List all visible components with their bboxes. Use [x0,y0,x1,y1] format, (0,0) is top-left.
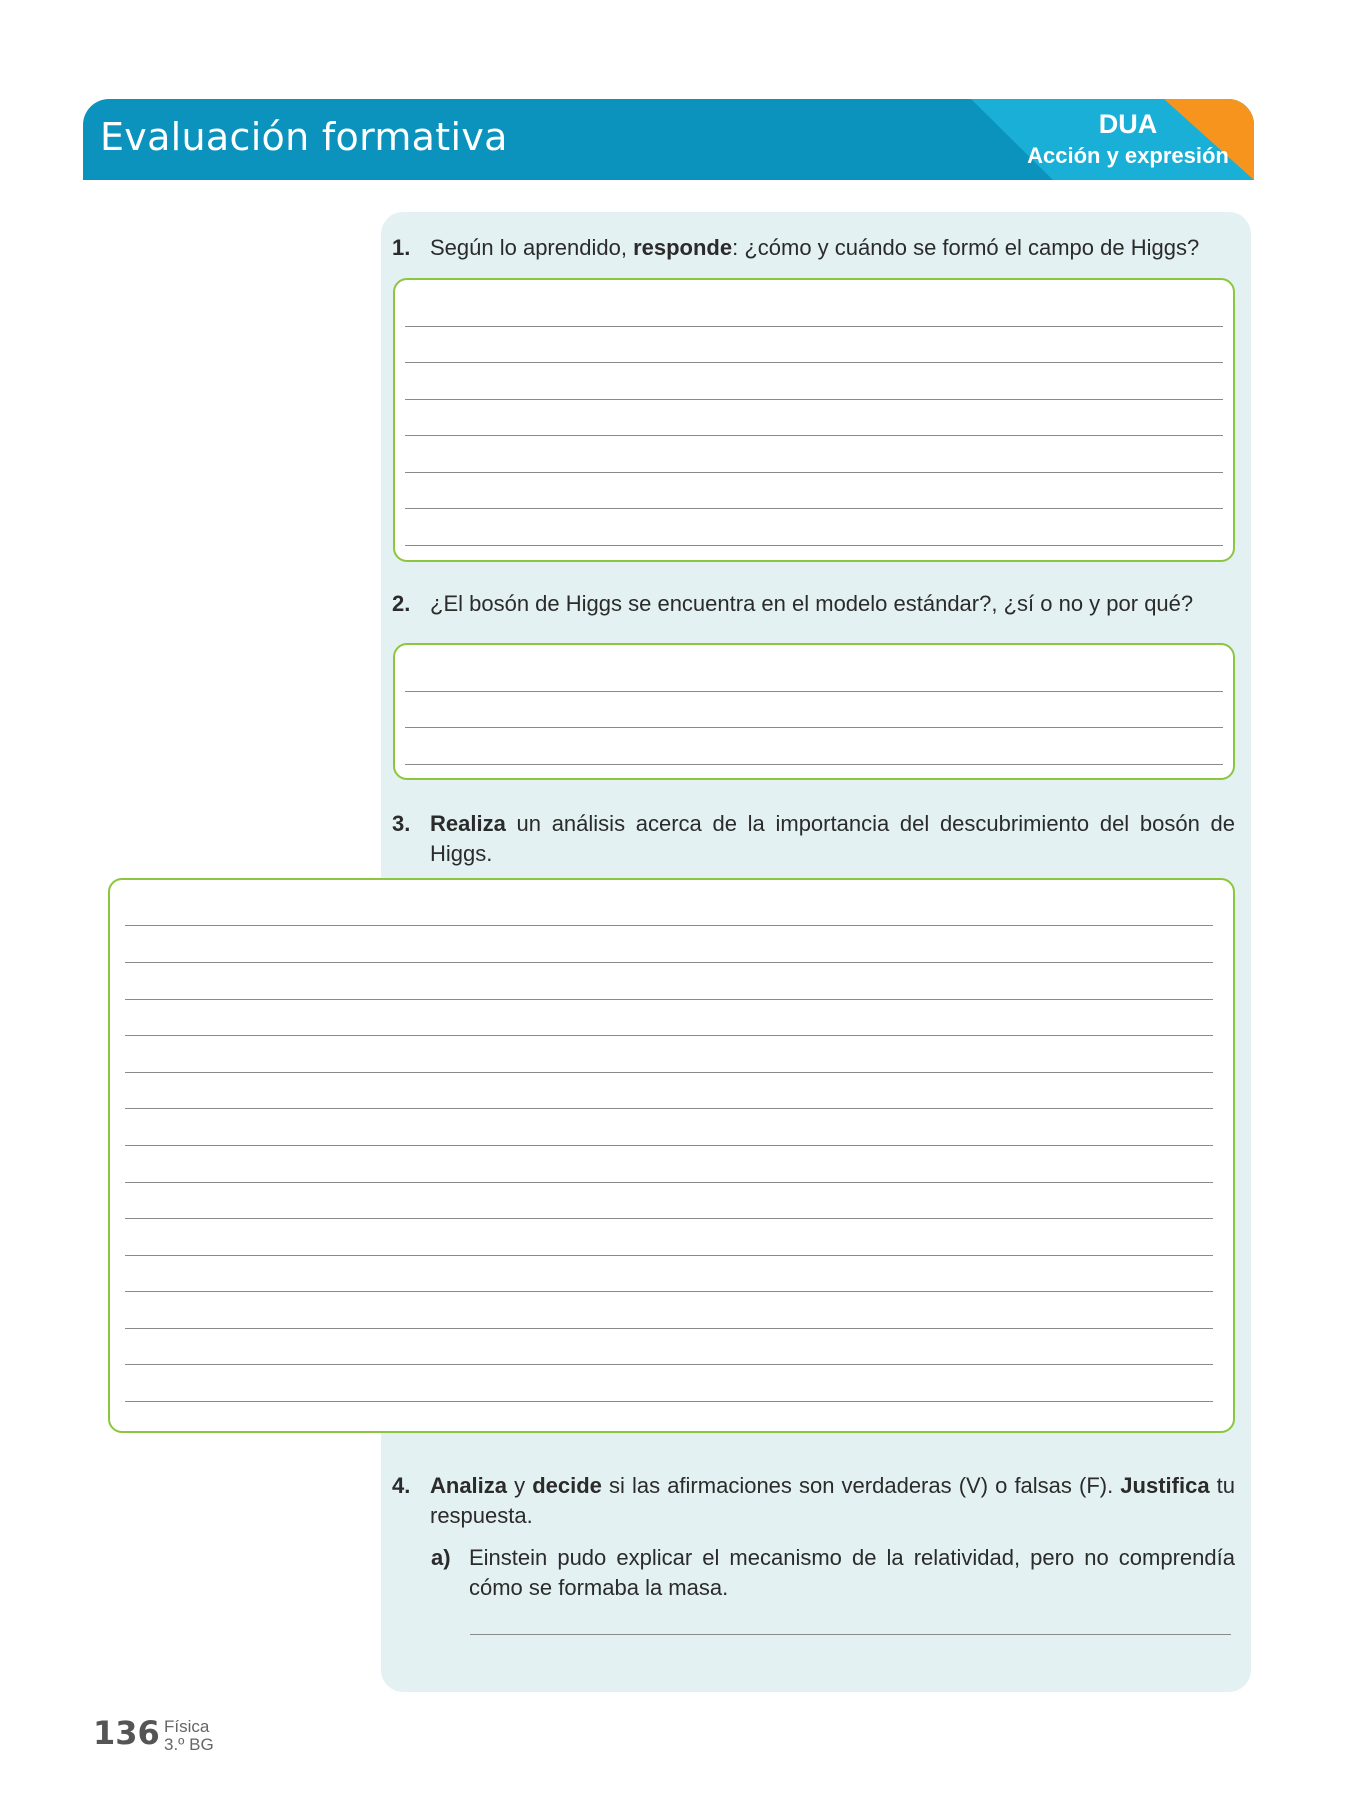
answer-box-3[interactable] [108,878,1235,1433]
question-3 [392,809,1235,871]
dua-subtitle: Acción y expresión [1027,143,1229,168]
answer-line [125,1182,1213,1183]
answer-box-1[interactable] [393,278,1235,562]
answer-line [125,962,1213,963]
answer-line [405,764,1223,765]
question-4-item-a [431,1543,1235,1605]
subject-label [164,1718,214,1754]
answer-line [405,399,1223,400]
answer-line [125,1072,1213,1073]
item-text: Einstein pudo explicar el mecanismo de la relatividad, pero no comprendía cómo se formaba la masa. [469,1545,1235,1600]
section-header [83,99,1254,180]
question-number: 1. [392,235,411,260]
answer-line [125,1328,1213,1329]
answer-line [125,1255,1213,1256]
page-number: 136 [93,1714,160,1752]
question-4 [392,1471,1235,1533]
question-number: 2. [392,591,411,616]
question-text: ¿El bosón de Higgs se encuentra en el modelo estándar?, ¿sí o no y por qué? [430,591,1194,616]
answer-line [405,508,1223,509]
answer-box-2[interactable] [393,643,1235,780]
answer-line [405,435,1223,436]
answer-line [405,472,1223,473]
answer-line [125,1108,1213,1109]
answer-line [125,925,1213,926]
answer-line [405,691,1223,692]
answer-line [125,1145,1213,1146]
answer-line [125,1035,1213,1036]
question-text: Realiza un análisis acerca de la importancia del descubrimiento del bosón de Higgs. [430,811,1235,866]
answer-line [405,362,1223,363]
answer-line [125,1291,1213,1292]
dua-label: DUA [1098,109,1158,139]
answer-line [405,727,1223,728]
subject-name: Física [164,1717,210,1736]
question-number: 3. [392,811,411,836]
answer-line [125,1401,1213,1402]
question-number: 4. [392,1473,411,1498]
question-text: Analiza y decide si las afirmaciones son verdaderas (V) o falsas (F). Justifica tu respuesta. [430,1473,1235,1528]
answer-line [125,999,1213,1000]
answer-line [405,545,1223,546]
question-text: Según lo aprendido, responde: ¿cómo y cuándo se formó el campo de Higgs? [430,235,1200,260]
question-1 [392,233,1222,265]
answer-line [125,1364,1213,1365]
item-label: a) [431,1545,451,1570]
grade-label: 3.º BG [164,1735,214,1754]
answer-line-item-a[interactable] [470,1634,1231,1635]
question-2 [392,589,1222,621]
answer-line [405,326,1223,327]
answer-line [125,1218,1213,1219]
section-title: Evaluación formativa [100,115,508,159]
